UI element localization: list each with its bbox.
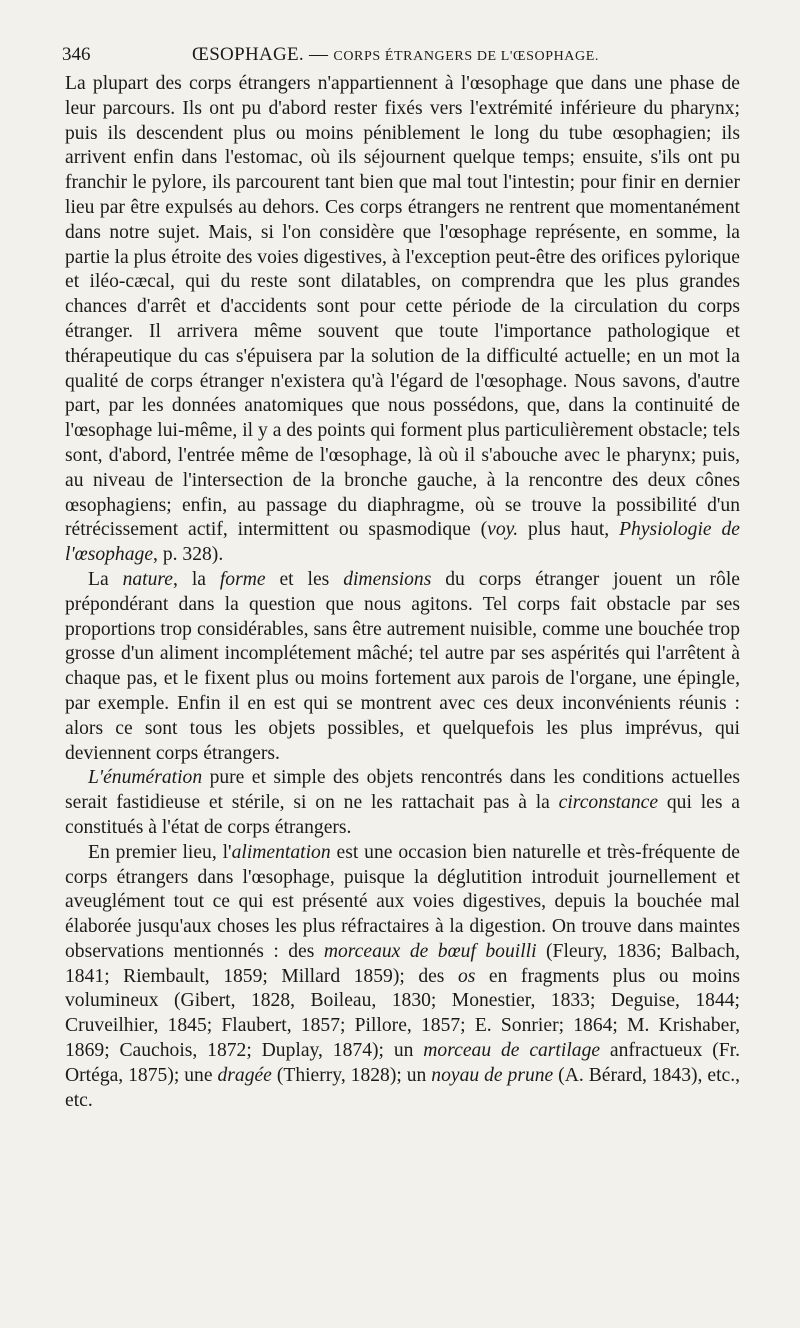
paragraph-1-text: La plupart des corps étrangers n'appartiennent à l'œsophage que dans une phase de leur parcours. Ils ont pu d'abord rester fixés vers l'extrémité inférieure du pharynx; puis ils descendent plus ou moins péniblement le long du tube œsophagien; ils arrivent enfin dans l'estomac, où ils séjournent quelque temps; ensuite, s'ils ont pu franchir le pylore, ils parcourent tant bien que mal tout l'intestin; pour finir en dernier lieu par être expulsés au dehors. Ces corps étrangers ne rentrent que momentanément dans notre sujet. Mais, si l'on considère que l'œsophage représente, en somme, la partie la plus étroite des voies digestives, à l'exception peut-être des orifices pylorique et iléo-cæcal, qui du reste sont dilatables, on comprendra que les plus grandes chances d'arrêt et d'accidents sont pour cette période de la circulation du corps étranger. Il arrivera même souvent que toute l'importance pathologique et thérapeutique du cas s'épuisera par la solution de la difficulté actuelle; en un mot la qualité de corps étranger n'existera qu'à l'égard de l'œsophage. Nous savons, d'autre part, par les données anatomiques que nous possédons, que, dans la continuité de l'œsophage lui-même, il y a des points qui forment plus particulièrement obstacle; tels sont, d'abord, l'entrée même de l'œsophage, là où il s'abouche avec le pharynx; puis, au niveau de l'intersection de la bronche gauche, à la rencontre des deux cônes œsophagiens; enfin, au passage du diaphragme, où se trouve la possibilité d'un rétrécissement actif, intermittent ou spasmodique (: [65, 73, 740, 541]
term-alimentation: alimentation: [231, 841, 331, 863]
voy-italic: voy.: [487, 519, 519, 541]
term-cartilage: morceau de cartilage: [423, 1040, 601, 1062]
paragraph-1-end: , p. 328).: [153, 544, 224, 566]
term-os: os: [457, 965, 476, 987]
paragraph-2: [65, 568, 740, 766]
p3-a: pure et simple des objets rencontrés dans les conditions actuelles serait fastidieuse et stérile, si on ne les rattachait pas à la: [65, 767, 740, 814]
term-dragee: dragée: [217, 1064, 272, 1086]
paragraph-4: [65, 841, 740, 1114]
running-title: [192, 44, 599, 66]
running-title-sub: CORPS ÉTRANGERS DE L'ŒSOPHAGE.: [333, 49, 599, 64]
p2-c: et les: [265, 568, 344, 590]
cross-reference: Physiologie de l'œsophage: [65, 519, 740, 566]
running-title-dash: —: [309, 44, 329, 65]
term-boeuf: morceaux de bœuf bouilli: [323, 940, 537, 962]
term-enumeration: L'énumération: [88, 767, 203, 789]
p4-e: anfractueux (Fr. Ortéga, 1875); une: [65, 1040, 741, 1086]
p2-b: , la: [173, 568, 220, 590]
p3-b: qui les a constitués à l'état de corps étrangers.: [65, 792, 740, 838]
p4-c: (Fleury, 1836; Balbach, 1841; Riembault, 1859; Millard 1859); des: [65, 940, 740, 987]
term-circonstance: circonstance: [558, 792, 659, 814]
running-title-main: ŒSOPHAGE.: [192, 44, 304, 65]
paragraph-1-mid: plus haut,: [518, 519, 620, 541]
paragraph-1: [65, 72, 740, 568]
paragraph-3: [65, 766, 740, 840]
running-header: [62, 42, 742, 70]
page-number: 346: [62, 44, 91, 65]
body-text: [65, 72, 740, 1113]
term-noyau: noyau de prune: [431, 1064, 554, 1086]
p4-a: En premier lieu, l': [88, 841, 232, 863]
p2-d: du corps étranger jouent un rôle prépondérant dans la question que nous agitons. Tel corps fait obstacle par ses proportions trop considérables, sans être autrement nuisible, comme une bouchée trop grosse d'un aliment incomplétement mâché; tel autre par ses aspérités qui l'arrêtent à chaque pas, et le fixent plus ou moins fortement aux parois de l'organe, une épingle, par exemple. Enfin il en est qui se montrent avec ces deux inconvénients réunis : alors ce sont tous les objets possibles, et quelquefois les plus imprévus, qui deviennent corps étrangers.: [65, 568, 740, 764]
term-nature: nature: [122, 568, 174, 590]
p4-b: est une occasion bien naturelle et très-fréquente de corps étrangers dans l'œsophage, puisque la déglutition introduit journellement et aveuglément tout ce qui est présenté aux voies digestives, depuis la bouchée mal élaborée jusqu'aux choses les plus réfractaires à la digestion. On trouve dans maintes observations mentionnés : des: [65, 841, 740, 962]
term-dimensions: dimensions: [343, 568, 432, 590]
p2-a: La: [88, 568, 123, 590]
p4-g: (A. Bérard, 1843), etc., etc.: [65, 1064, 741, 1111]
term-forme: forme: [219, 568, 266, 590]
p4-d: en fragments plus ou moins volumineux (Gibert, 1828, Boileau, 1830; Monestier, 1833; Deguise, 1844; Cruveilhier, 1845; Flaubert, 1857; Pillore, 1857; E. Sonrier; 1864; M. Krishaber, 1869; Cauchois, 1872; Duplay, 1874); un: [65, 965, 740, 1062]
p4-f: (Thierry, 1828); un: [271, 1064, 432, 1086]
